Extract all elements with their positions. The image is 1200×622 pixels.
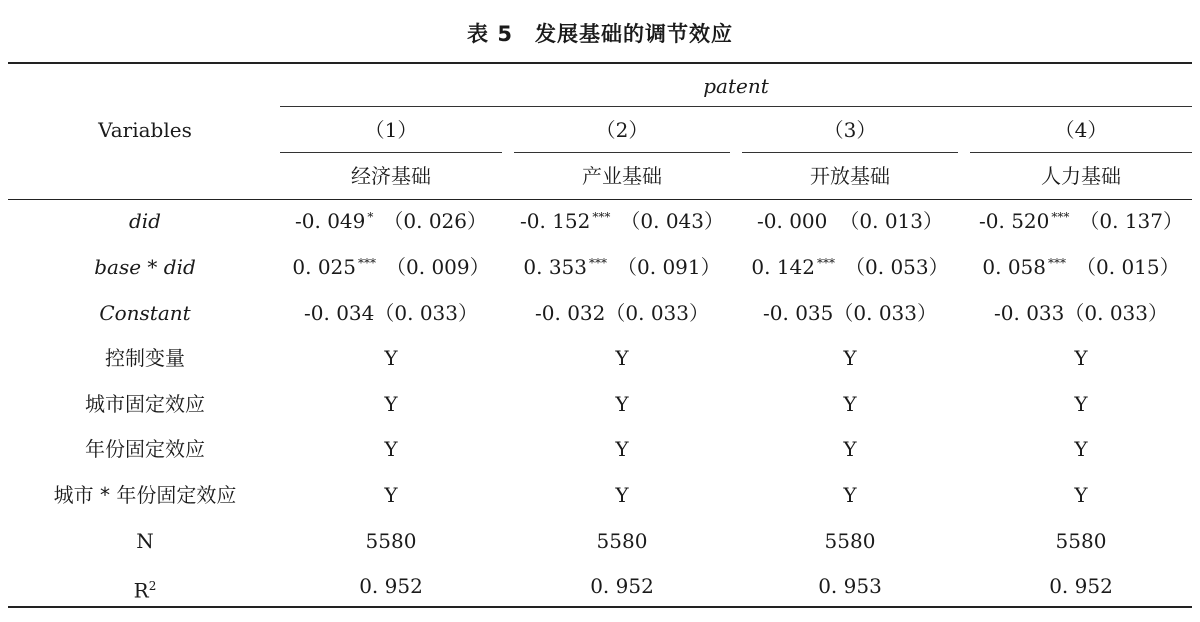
table-cell: 5580 xyxy=(1055,529,1107,553)
significance-stars: * xyxy=(367,210,374,224)
column-name-2: 产业基础 xyxy=(582,164,662,188)
bottom-rule xyxy=(8,606,1192,608)
coefficient: -0. 049 xyxy=(295,209,366,233)
r2-base: R xyxy=(133,578,149,603)
table-cell: Y xyxy=(384,483,398,507)
table-cell: 5580 xyxy=(824,529,876,553)
coefficient: 0. 058 xyxy=(982,255,1046,279)
standard-error: （0. 033） xyxy=(374,301,478,325)
table-cell: Y xyxy=(843,346,857,370)
standard-error: （0. 043） xyxy=(620,209,724,233)
table-cell: Y xyxy=(615,392,629,416)
table-cell: 5580 xyxy=(365,529,417,553)
row-label-constant: Constant xyxy=(99,301,191,325)
standard-error: （0. 033） xyxy=(1064,301,1168,325)
standard-error: （0. 033） xyxy=(605,301,709,325)
column-number-2: （2） xyxy=(595,118,649,142)
standard-error: （0. 033） xyxy=(833,301,937,325)
row-label-controls: 控制变量 xyxy=(105,346,185,370)
table-cell: Y xyxy=(843,483,857,507)
table-cell xyxy=(280,209,502,233)
table-cell: 0. 952 xyxy=(359,574,423,598)
top-rule xyxy=(8,62,1192,64)
spanner-rule xyxy=(280,106,1192,107)
standard-error: （0. 137） xyxy=(1079,209,1183,233)
table-title: 发展基础的调节效应 xyxy=(534,22,733,46)
coefficient: -0. 033 xyxy=(994,301,1065,325)
table-cell: Y xyxy=(384,392,398,416)
significance-stars: *** xyxy=(589,256,607,270)
table-cell: Y xyxy=(384,346,398,370)
significance-stars: *** xyxy=(1051,210,1070,224)
row-label-r2 xyxy=(40,574,250,603)
table-cell xyxy=(514,209,730,233)
standard-error: （0. 026） xyxy=(383,209,487,233)
column-name-3: 开放基础 xyxy=(810,164,890,188)
standard-error: （0. 015） xyxy=(1076,255,1180,279)
stub-header: Variables xyxy=(98,118,192,142)
coefficient: -0. 520 xyxy=(979,209,1050,233)
column-number-1: （1） xyxy=(364,118,418,142)
column-name-1: 经济基础 xyxy=(351,164,431,188)
significance-stars: *** xyxy=(592,210,611,224)
column-rule-4 xyxy=(970,152,1192,153)
row-label-did: did xyxy=(128,209,161,233)
table-cell xyxy=(514,301,730,325)
standard-error: （0. 091） xyxy=(617,255,721,279)
table-number: 表 5 xyxy=(467,22,513,46)
row-label-n: N xyxy=(136,529,154,553)
row-label-city-fe: 城市固定效应 xyxy=(85,392,205,416)
table-cell xyxy=(280,301,502,325)
table-cell xyxy=(970,255,1192,279)
table-cell: Y xyxy=(384,437,398,461)
coefficient: -0. 034 xyxy=(304,301,375,325)
table-cell: Y xyxy=(1074,392,1088,416)
table-cell: Y xyxy=(843,437,857,461)
table-cell xyxy=(970,209,1192,233)
table-cell: Y xyxy=(1074,483,1088,507)
table-cell: Y xyxy=(615,346,629,370)
table-cell xyxy=(742,301,958,325)
table-cell: Y xyxy=(843,392,857,416)
table-cell: Y xyxy=(615,437,629,461)
column-number-3: （3） xyxy=(823,118,877,142)
table-cell: 0. 952 xyxy=(590,574,654,598)
table-cell xyxy=(742,255,958,279)
row-label-base-did: base * did xyxy=(94,255,196,279)
coefficient: 0. 353 xyxy=(523,255,587,279)
table-cell: Y xyxy=(1074,437,1088,461)
column-rule-2 xyxy=(514,152,730,153)
column-number-4: （4） xyxy=(1054,118,1108,142)
table-cell: 0. 952 xyxy=(1049,574,1113,598)
coefficient: -0. 035 xyxy=(763,301,834,325)
column-rule-3 xyxy=(742,152,958,153)
table-cell xyxy=(280,255,502,279)
standard-error: （0. 009） xyxy=(386,255,490,279)
coefficient: 0. 025 xyxy=(292,255,356,279)
table-caption xyxy=(0,18,1200,48)
table-cell xyxy=(742,209,958,233)
standard-error: （0. 013） xyxy=(839,209,943,233)
table-cell xyxy=(514,255,730,279)
dependent-variable-header: patent xyxy=(703,74,769,98)
table-cell: 5580 xyxy=(596,529,648,553)
coefficient: -0. 032 xyxy=(535,301,606,325)
column-rule-1 xyxy=(280,152,502,153)
row-label-year-fe: 年份固定效应 xyxy=(85,437,205,461)
r2-superscript: 2 xyxy=(148,579,157,593)
significance-stars: *** xyxy=(817,256,835,270)
standard-error: （0. 053） xyxy=(845,255,949,279)
coefficient: -0. 152 xyxy=(520,209,591,233)
significance-stars: *** xyxy=(358,256,376,270)
table-cell: 0. 953 xyxy=(818,574,882,598)
table-cell: Y xyxy=(615,483,629,507)
coefficient: 0. 142 xyxy=(751,255,815,279)
row-label-city-year-fe: 城市 * 年份固定效应 xyxy=(53,483,237,507)
coefficient: -0. 000 xyxy=(757,209,828,233)
table-cell xyxy=(970,301,1192,325)
significance-stars: *** xyxy=(1048,256,1066,270)
column-name-4: 人力基础 xyxy=(1041,164,1121,188)
header-rule xyxy=(8,199,1192,200)
table-cell: Y xyxy=(1074,346,1088,370)
